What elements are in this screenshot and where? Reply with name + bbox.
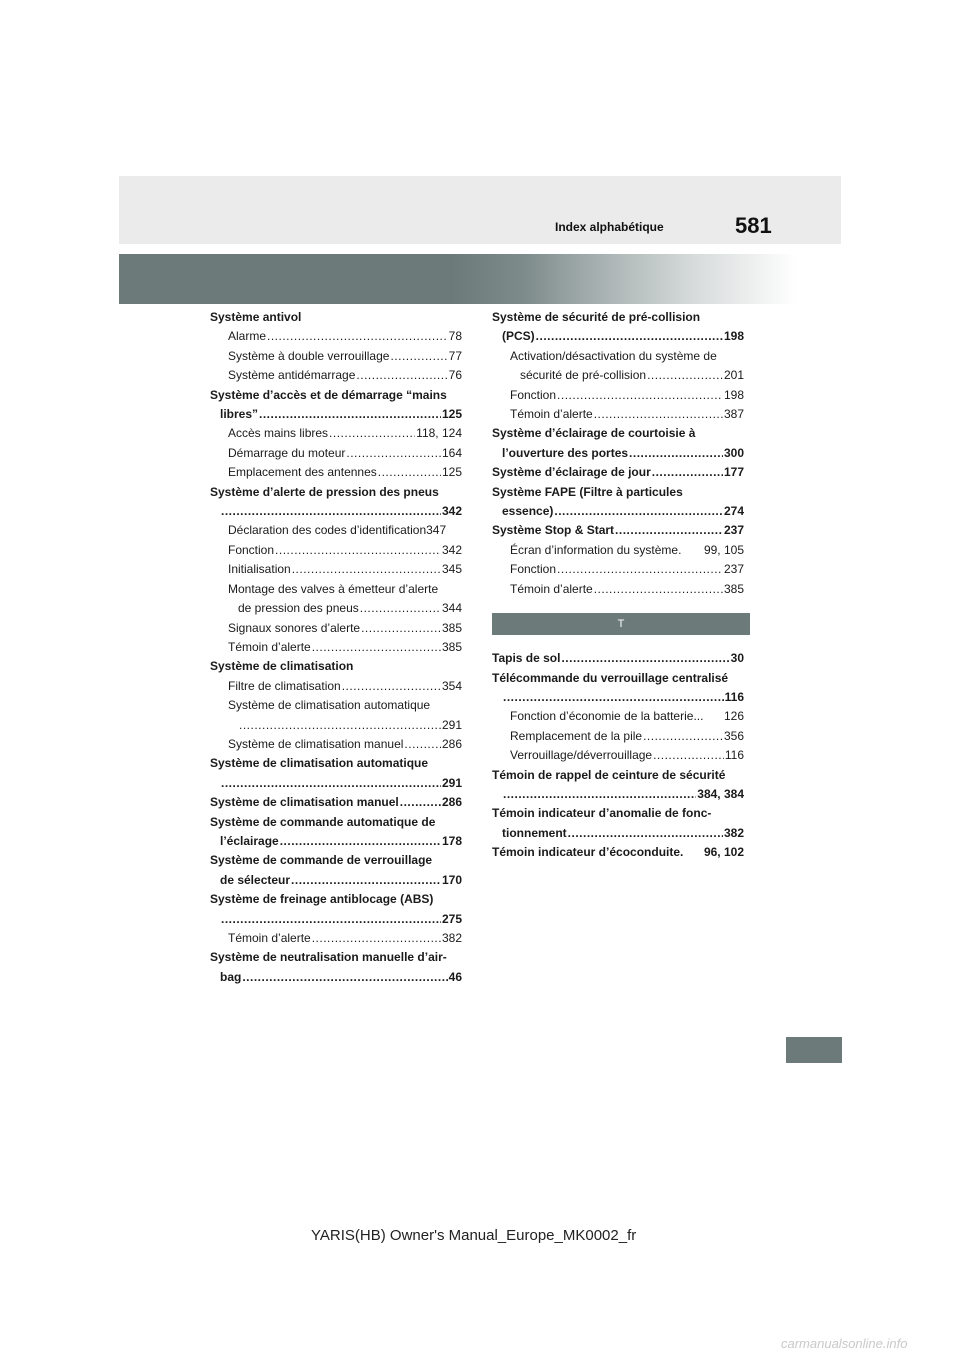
dot-leader — [267, 327, 448, 346]
dot-leader — [615, 521, 723, 540]
dot-leader — [280, 832, 441, 851]
dot-leader — [378, 463, 441, 482]
entry-text-line: Système de neutralisation manuelle d’air- — [210, 950, 447, 965]
header-band — [119, 176, 841, 244]
index-subentry[interactable] — [492, 580, 744, 599]
entry-text-line: Montage des valves à émetteur d’alerte — [228, 581, 439, 596]
entry-text: Alarme — [228, 329, 267, 344]
entry-text: Système antidémarrage — [228, 368, 356, 383]
entry-text: Déclaration des codes d’identification — [228, 523, 427, 538]
footer-manual-id: YARIS(HB) Owner's Manual_Europe_MK0002_fr — [311, 1227, 637, 1244]
index-entry[interactable] — [210, 308, 462, 327]
index-column-right — [492, 308, 744, 863]
header-gradient-bar — [119, 254, 841, 304]
page-reference[interactable]: 237 — [723, 562, 744, 577]
index-entry[interactable] — [492, 669, 744, 708]
page-reference[interactable]: 274 — [723, 504, 744, 519]
entry-text-line: Système de commande de verrouillage — [210, 853, 433, 868]
dot-leader — [652, 463, 723, 482]
page-reference[interactable]: 170 — [441, 872, 462, 887]
index-subentry[interactable] — [492, 560, 744, 579]
page-reference[interactable]: 384, 384 — [697, 786, 744, 801]
page-reference[interactable]: 77 — [448, 348, 462, 363]
entry-text-line: Système d’alerte de pression des pneus — [210, 484, 439, 499]
page-reference[interactable]: 382 — [723, 825, 744, 840]
index-column-left — [210, 308, 462, 987]
entry-text: Système de climatisation manuel — [228, 736, 404, 751]
index-entry[interactable] — [210, 793, 462, 812]
page-reference[interactable]: 46 — [448, 969, 462, 984]
page-reference[interactable]: 382 — [441, 931, 462, 945]
page-reference[interactable]: 354 — [441, 678, 462, 693]
entry-text: de pression des pneus — [238, 601, 359, 616]
index-subentry[interactable] — [492, 347, 744, 386]
page-reference[interactable]: 96, 102 — [703, 845, 744, 860]
page-reference[interactable]: 99, 105 — [703, 542, 744, 557]
index-subentry[interactable] — [210, 619, 462, 638]
entry-text: Témoin d’alerte — [228, 931, 311, 945]
entry-text: l’ouverture des portes — [502, 445, 629, 460]
page-reference[interactable]: 198 — [723, 329, 744, 344]
index-subentry[interactable] — [492, 727, 744, 746]
index-subentry[interactable] — [210, 580, 462, 619]
page-reference[interactable]: 342 — [441, 504, 462, 519]
index-entry[interactable] — [210, 813, 462, 852]
entry-text-line: Système d’accès et de démarrage “mains — [210, 387, 447, 402]
dot-leader — [221, 502, 441, 521]
entry-text: Système antivol — [210, 310, 302, 324]
page-reference[interactable]: 177 — [723, 465, 744, 480]
dot-leader — [221, 774, 441, 793]
index-subentry[interactable] — [210, 366, 462, 385]
entry-text-line: Système d’éclairage de courtoisie à — [492, 426, 696, 441]
index-entry[interactable] — [492, 424, 744, 463]
page-reference[interactable]: 345 — [441, 562, 462, 577]
index-subentry[interactable] — [492, 386, 744, 405]
page-reference[interactable]: 164 — [441, 445, 462, 460]
entry-text: Témoin d’alerte — [228, 639, 311, 654]
dot-leader — [557, 560, 723, 579]
entry-text-line: Système de freinage antiblocage (ABS) — [210, 892, 434, 907]
entry-text: Initialisation — [228, 562, 291, 577]
entry-text: Accès mains libres — [228, 426, 329, 441]
entry-text: Filtre de climatisation — [228, 678, 341, 693]
entry-text-line: Système de climatisation automatique — [210, 756, 429, 771]
page-reference[interactable]: 286 — [441, 795, 462, 810]
dot-leader — [647, 366, 723, 385]
dot-leader — [643, 727, 723, 746]
index-subentry[interactable] — [492, 707, 744, 726]
dot-leader — [594, 405, 723, 424]
entry-text: libres” — [220, 407, 259, 422]
entry-text: Tapis de sol — [492, 651, 561, 666]
entry-text-line: Système de commande automatique de — [210, 814, 436, 829]
index-entry[interactable] — [210, 483, 462, 522]
index-subentry[interactable] — [492, 746, 744, 765]
index-subentry[interactable] — [210, 541, 462, 560]
entry-text: Fonction — [228, 542, 275, 557]
dot-leader — [568, 824, 723, 843]
leader-separator: ... — [693, 709, 704, 724]
index-subentry[interactable] — [210, 696, 462, 735]
page-reference[interactable]: 76 — [448, 368, 462, 383]
dot-leader — [291, 871, 441, 890]
page-reference[interactable]: 178 — [441, 833, 462, 848]
entry-text-line: Télécommande du verrouillage centralisé — [492, 670, 729, 685]
page-reference[interactable]: 125 — [441, 465, 462, 480]
entry-text: sécurité de pré-collision — [520, 368, 647, 383]
entry-text: Système d’éclairage de jour — [492, 465, 651, 480]
dot-leader — [561, 649, 729, 668]
entry-text: Système de climatisation — [210, 659, 354, 674]
entry-text: Témoin indicateur d’écoconduite — [492, 845, 681, 860]
index-subentry[interactable] — [210, 638, 462, 657]
dot-leader — [346, 444, 441, 463]
dot-leader — [221, 910, 441, 929]
entry-text: Système de climatisation manuel — [210, 795, 399, 810]
page-reference[interactable]: 300 — [723, 445, 744, 460]
index-subentry[interactable] — [210, 735, 462, 754]
index-subentry[interactable] — [492, 541, 744, 560]
page-reference[interactable]: 291 — [441, 775, 462, 790]
page-reference[interactable]: 126 — [723, 709, 744, 724]
dot-leader — [557, 386, 723, 405]
page-reference[interactable]: 291 — [441, 717, 462, 732]
page-reference[interactable]: 116 — [724, 689, 744, 704]
dot-leader — [629, 444, 723, 463]
dot-leader — [503, 785, 696, 804]
index-entry[interactable] — [492, 463, 744, 482]
index-subentry[interactable] — [210, 347, 462, 366]
watermark: carmanualsonline.info — [781, 1336, 908, 1351]
dot-leader — [259, 405, 441, 424]
entry-text-line: Témoin de rappel de ceinture de sécurité — [492, 767, 726, 782]
index-letter-header: T — [492, 613, 750, 635]
entry-text: Témoin d’alerte — [510, 407, 593, 422]
dot-leader — [342, 677, 441, 696]
entry-text: Système à double verrouillage — [228, 348, 390, 363]
entry-text: l’éclairage — [220, 833, 279, 848]
page-reference[interactable]: 356 — [723, 728, 744, 743]
entry-text-line: Système FAPE (Filtre à particules — [492, 484, 683, 499]
page-reference[interactable]: 201 — [723, 368, 744, 383]
dot-leader — [292, 560, 441, 579]
entry-text-line: Activation/désactivation du système de — [510, 348, 717, 363]
entry-text: Démarrage du moteur — [228, 445, 346, 460]
dot-leader — [400, 793, 441, 812]
side-tab — [786, 1037, 842, 1063]
index-entry[interactable] — [492, 843, 744, 862]
page-reference[interactable]: 387 — [723, 407, 744, 422]
dot-leader — [360, 599, 441, 618]
entry-text-line: Témoin indicateur d’anomalie de fonc- — [492, 806, 712, 821]
dot-leader — [536, 327, 723, 346]
entry-text: de sélecteur — [220, 872, 291, 887]
index-subentry[interactable] — [210, 463, 462, 482]
page-reference[interactable]: 125 — [441, 407, 462, 422]
entry-text: Fonction — [510, 387, 557, 402]
index-entry[interactable] — [210, 657, 462, 676]
dot-leader — [404, 735, 441, 754]
entry-text: Fonction d’économie de la batterie — [510, 709, 694, 724]
dot-leader — [503, 688, 724, 707]
index-entry[interactable] — [210, 890, 462, 929]
dot-leader — [242, 968, 447, 987]
dot-leader — [653, 746, 724, 765]
index-entry[interactable] — [492, 521, 744, 540]
dot-leader — [356, 366, 447, 385]
dot-leader — [329, 424, 415, 443]
entry-text: bag — [220, 969, 242, 984]
page-reference[interactable]: 30 — [730, 651, 744, 666]
entry-text: Fonction — [510, 562, 557, 577]
index-subentry[interactable] — [210, 444, 462, 463]
index-entry[interactable] — [492, 308, 744, 347]
index-entry[interactable] — [210, 948, 462, 987]
entry-text-line: Système de climatisation automatique — [228, 698, 431, 713]
entry-text: (PCS) — [502, 329, 535, 344]
dot-leader — [594, 580, 723, 599]
dot-leader — [275, 541, 441, 560]
dot-leader — [361, 619, 441, 638]
entry-text: Témoin d’alerte — [510, 581, 593, 596]
page-reference[interactable]: 198 — [723, 387, 744, 402]
page-reference[interactable]: 385 — [723, 581, 744, 596]
page-reference[interactable]: 385 — [441, 620, 462, 635]
entry-text: essence) — [502, 504, 554, 519]
leader-separator: . — [680, 845, 684, 860]
page-reference[interactable]: 116 — [724, 748, 744, 763]
entry-text: Système Stop & Start — [492, 523, 615, 538]
index-entry[interactable] — [492, 804, 744, 843]
index-subentry[interactable] — [210, 521, 462, 540]
index-entry[interactable] — [210, 851, 462, 890]
index-entry[interactable] — [492, 766, 744, 805]
page-number: 581 — [735, 213, 772, 238]
index-entry[interactable] — [492, 483, 744, 522]
page-reference[interactable]: 347 — [426, 523, 447, 538]
index-subentry[interactable] — [210, 560, 462, 579]
index-subentry[interactable] — [210, 424, 462, 443]
dot-leader — [312, 638, 441, 657]
page-reference[interactable]: 78 — [448, 329, 462, 344]
leader-separator: . — [678, 542, 682, 557]
page-reference[interactable]: 275 — [441, 911, 462, 926]
index-entry[interactable] — [210, 386, 462, 425]
index-subentry[interactable] — [210, 327, 462, 346]
page-reference[interactable]: 344 — [441, 601, 462, 616]
index-subentry[interactable] — [210, 929, 462, 948]
entry-text: Verrouillage/déverrouillage — [510, 748, 653, 763]
dot-leader — [239, 716, 441, 735]
page-reference[interactable]: 286 — [441, 736, 462, 751]
section-title: Index alphabétique — [555, 220, 664, 234]
page-reference[interactable]: 118, 124 — [416, 426, 462, 441]
dot-leader — [554, 502, 723, 521]
entry-text-line: Système de sécurité de pré-collision — [492, 310, 701, 324]
entry-text: Emplacement des antennes — [228, 465, 377, 480]
entry-text: tionnement — [502, 825, 567, 840]
index-entry[interactable] — [492, 649, 744, 668]
page-reference[interactable]: 385 — [441, 639, 462, 654]
entry-text: Écran d’information du système — [510, 542, 679, 557]
dot-leader — [312, 929, 441, 948]
dot-leader — [390, 347, 447, 366]
entry-text: Remplacement de la pile — [510, 728, 643, 743]
page-reference[interactable]: 342 — [441, 542, 462, 557]
index-subentry[interactable] — [210, 677, 462, 696]
entry-text: Signaux sonores d’alerte — [228, 620, 361, 635]
page-reference[interactable]: 237 — [723, 523, 744, 538]
index-subentry[interactable] — [492, 405, 744, 424]
index-entry[interactable] — [210, 754, 462, 793]
